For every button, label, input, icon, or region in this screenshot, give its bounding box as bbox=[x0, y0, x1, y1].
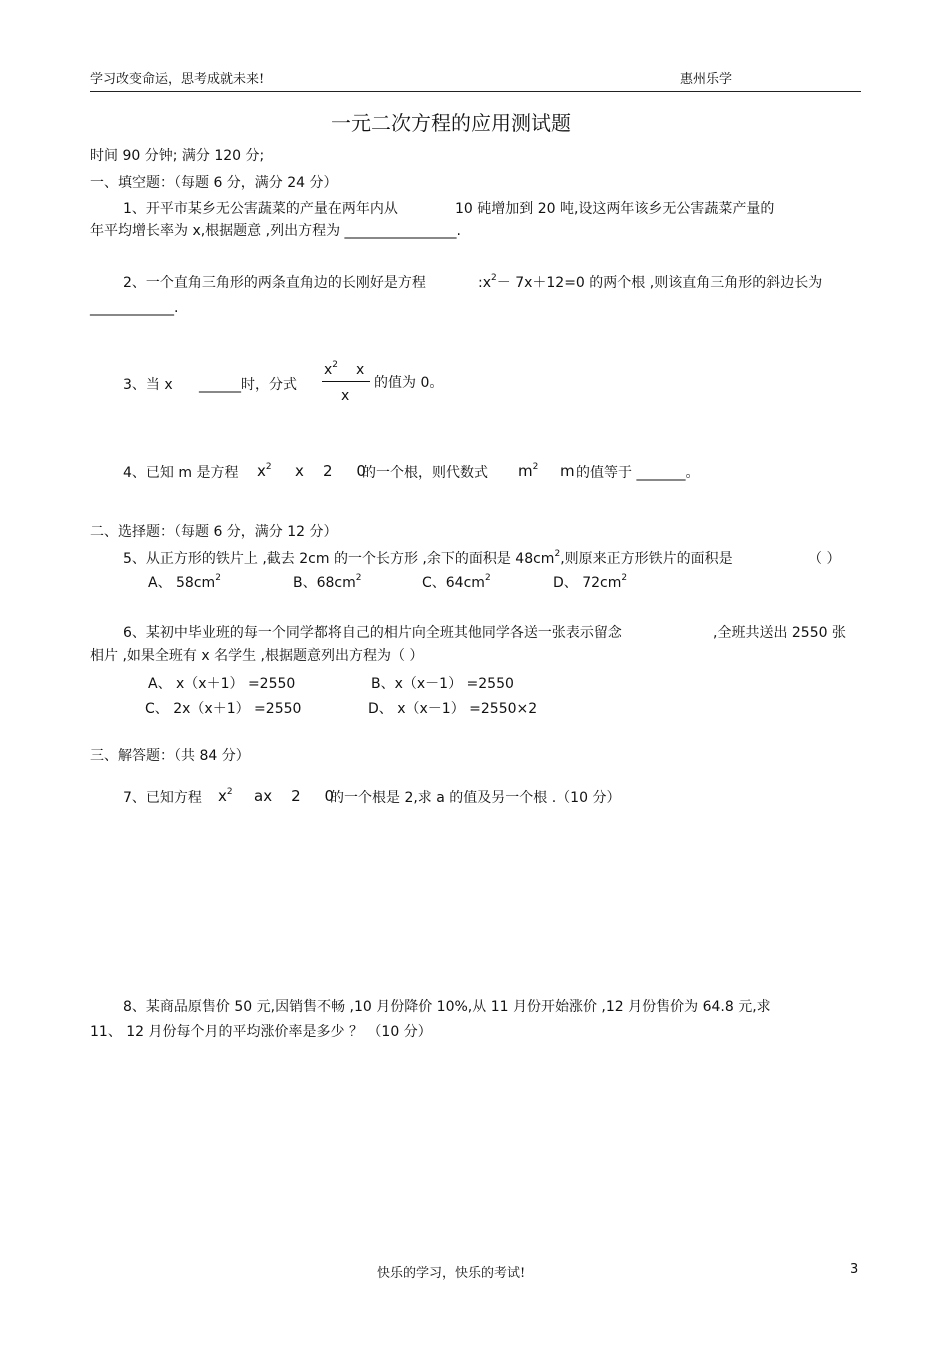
q5-text: 5、从正方形的铁片上 ,截去 2cm 的一个长方形 ,余下的面积是 $48cm^2$,则原来正方形铁片的面积是 bbox=[123, 549, 733, 567]
q3-numerator: $x^2$ x bbox=[324, 360, 365, 378]
q2-equation: $:x^2- 7x+12=0$ 的两个根 ,则该直角三角形的斜边长为 bbox=[478, 273, 823, 291]
q8-line1: 8、某商品原售价 50 元,因销售不畅 ,10 月份降价 10%,从 11 月份开始涨价 ,12 月份售价为 64.8 元,求 bbox=[123, 999, 771, 1015]
q6-option-b: B、x（x－1） =2550 bbox=[371, 676, 514, 692]
exam-meta: 时间 90 分钟; 满分 120 分; bbox=[90, 148, 265, 164]
q5-option-c: C、$64cm^2$ bbox=[422, 573, 491, 591]
q7-equation-x: $x^2$ bbox=[218, 787, 233, 805]
q6-line1-b: ,全班共送出 2550 张 bbox=[713, 625, 846, 641]
q8-line2: 11、 12 月份每个月的平均涨价率是多少 ？ （10 分） bbox=[90, 1024, 432, 1040]
q4-equation-x: $x^2$ bbox=[257, 462, 272, 480]
q6-option-c: C、 2x（x＋1） =2550 bbox=[145, 701, 302, 717]
q5-option-d: D、 $72cm^2$ bbox=[553, 573, 628, 591]
q1-line2: 年平均增长率为 x,根据题意 ,列出方程为 ________________. bbox=[90, 223, 461, 239]
q3-text-a: 3、当 x bbox=[123, 377, 173, 393]
q4-expr-m: m bbox=[560, 462, 575, 480]
q2-answer-blank: ____________. bbox=[90, 300, 179, 316]
q1-line1-a: 1、开平市某乡无公害蔬菜的产量在两年内从 bbox=[123, 201, 398, 217]
footer-slogan: 快乐的学习，快乐的考试! bbox=[377, 1266, 526, 1281]
q3-fraction-bar bbox=[322, 381, 370, 382]
q7-text-a: 7、已知方程 bbox=[123, 790, 202, 806]
q7-text-b: 的一个根是 2,求 a 的值及另一个根 .（10 分） bbox=[330, 790, 621, 806]
q6-line2: 相片 ,如果全班有 x 名学生 ,根据题意列出方程为（ ） bbox=[90, 648, 424, 664]
q4-text-b: 的一个根，则代数式 bbox=[362, 465, 488, 481]
header-motto: 学习改变命运，思考成就未来! bbox=[90, 72, 265, 87]
q5-answer-paren: （ ） bbox=[808, 551, 841, 567]
q6-option-d: D、 x（x－1） =2550×2 bbox=[368, 701, 538, 717]
q3-blank: ______时，分式 bbox=[199, 377, 297, 393]
q4-text-a: 4、已知 m 是方程 bbox=[123, 465, 239, 481]
q2-text-a: 2、一个直角三角形的两条直角边的长刚好是方程 bbox=[123, 275, 426, 291]
page-title: 一元二次方程的应用测试题 bbox=[331, 111, 571, 135]
q5-option-b: B、$68cm^2$ bbox=[293, 573, 362, 591]
q6-option-a: A、 x（x＋1） =2550 bbox=[148, 676, 296, 692]
q3-text-b: 的值为 0。 bbox=[374, 375, 444, 391]
section1-heading: 一、填空题：（每题 6 分，满分 24 分） bbox=[90, 175, 338, 191]
section2-heading: 二、选择题：（每题 6 分，满分 12 分） bbox=[90, 524, 338, 540]
q3-denominator: x bbox=[341, 388, 350, 404]
q1-line1-b: 10 砘增加到 20 吨,设这两年该乡无公害蔬菜产量的 bbox=[455, 201, 775, 217]
header-brand: 惠州乐学 bbox=[680, 72, 733, 87]
q4-text-c: 的值等于 _______。 bbox=[576, 465, 700, 481]
page-number: 3 bbox=[850, 1262, 859, 1277]
section3-heading: 三、解答题：（共 84 分） bbox=[90, 748, 250, 764]
q4-expr-m2: $m^2$ bbox=[518, 462, 539, 480]
q5-option-a: A、 $58cm^2$ bbox=[148, 573, 221, 591]
q4-equation-rest: x 2 0 bbox=[295, 462, 366, 480]
q7-equation-rest: ax 2 0 bbox=[254, 787, 335, 805]
header-rule bbox=[90, 91, 861, 92]
q6-line1-a: 6、某初中毕业班的每一个同学都将自己的相片向全班其他同学各送一张表示留念 bbox=[123, 625, 622, 641]
